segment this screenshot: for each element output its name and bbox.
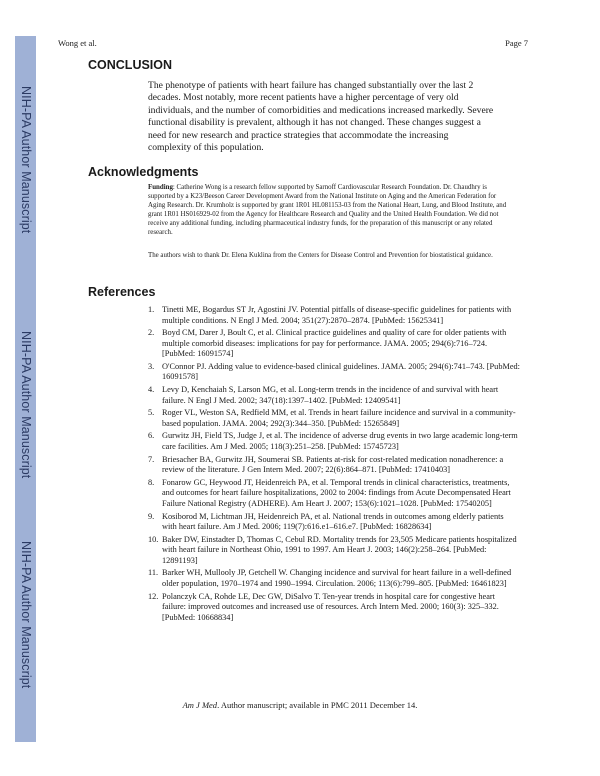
sidebar-label: NIH-PA Author Manuscript — [18, 541, 33, 689]
reference-number: 5. — [148, 408, 155, 418]
reference-text: Kosiborod M, Lichtman JH, Heidenreich PA, et al. National trends in outcomes among elderly patients with heart failure. Am J Med. 2006; 119(7):616.e1–616.e7. [PubMed: 16828634] — [162, 511, 504, 531]
reference-text: Briesacher BA, Gurwitz JH, Soumerai SB. Patients at-risk for cost-related medication nonadherence: a review of the literature. J Gen Intern Med. 2007; 22(6):864–871. [PubMed: 17410403] — [162, 454, 504, 475]
reference-text: Baker DW, Einstadter D, Thomas C, Cebul RD. Mortality trends for 23,505 Medicare patients hospitalized with heart failure in Northeast Ohio, 1991 to 1997. Am Heart J. 2003; 146(2):258–264. [PubMed: 12891193] — [162, 534, 517, 565]
reference-number: 7. — [148, 454, 155, 464]
reference-number: 6. — [148, 431, 155, 441]
reference-item — [148, 305, 520, 326]
acknowledgments-heading: Acknowledgments — [88, 165, 199, 179]
reference-item — [148, 568, 520, 589]
reference-item — [148, 455, 520, 476]
reference-item — [148, 431, 520, 452]
conclusion-heading: CONCLUSION — [88, 58, 173, 72]
nih-pa-sidebar — [15, 36, 36, 742]
reference-item — [148, 535, 520, 567]
sidebar-label: NIH-PA Author Manuscript — [18, 331, 33, 479]
reference-item — [148, 512, 520, 533]
reference-number: 2. — [148, 328, 155, 338]
reference-text: O'Connor PJ. Adding value to evidence-based clinical guidelines. JAMA. 2005; 294(6):741–743. [PubMed: 16091578] — [162, 361, 520, 382]
funding-label: Funding — [148, 184, 173, 191]
reference-text: Polanczyk CA, Rohde LE, Dec GW, DiSalvo T. Ten-year trends in hospital care for congestive heart failure: improved outcomes and increased use of resources. Arch Intern Med. 2000; 160(3): 325–332. [PubMed: 10668834] — [162, 591, 499, 622]
reference-number: 9. — [148, 511, 155, 521]
reference-text: Fonarow GC, Heywood JT, Heidenreich PA, et al. Temporal trends in clinical characteristics, treatments, and outcomes for heart failure hospitalizations, 2002 to 2004: findings from Acute Decompensated Heart Failure National Registry (ADHERE). Am Heart J. 2007; 153(6):1021–1028. [PubMed: 17540205] — [162, 477, 511, 508]
reference-text: Tinetti ME, Bogardus ST Jr, Agostini JV. Potential pitfalls of disease-specific guidelines for patients with multiple conditions. N Engl J Med. 2004; 351(27):2870–2874. [PubMed: 15625341] — [162, 305, 512, 325]
footer-text: . Author manuscript; available in PMC 2011 December 14. — [217, 700, 418, 710]
reference-text: Roger VL, Weston SA, Redfield MM, et al. Trends in heart failure incidence and survival in a community-based population. JAMA. 2004; 292(3):344–350. [PubMed: 15265849] — [162, 408, 516, 428]
reference-text: Gurwitz JH, Field TS, Judge J, et al. The incidence of adverse drug events in two large academic long-term care facilities. Am J Med. 2005; 118(3):251–258. [PubMed: 15745723] — [162, 431, 518, 451]
reference-number: 12. — [148, 591, 159, 601]
reference-number: 4. — [148, 385, 155, 395]
reference-number: 10. — [148, 534, 159, 544]
footer-journal: Am J Med — [182, 700, 218, 710]
reference-text: Boyd CM, Darer J, Boult C, et al. Clinical practice guidelines and quality of care for older patients with multiple comorbid diseases: implications for pay for performance. JAMA. 2005; 294(6):716–724. [PubMed: 16091574] — [162, 328, 507, 359]
reference-number: 8. — [148, 477, 155, 487]
reference-text: Barker WH, Mullooly JP, Getchell W. Changing incidence and survival for heart failure in a well-defined older population, 1970–1974 and 1990–1994. Circulation. 2006; 113(6):799–805. [PubMed: 16461823] — [162, 568, 512, 588]
reference-number: 11. — [148, 568, 159, 578]
sidebar-label: NIH-PA Author Manuscript — [18, 86, 33, 234]
reference-number: 3. — [148, 361, 155, 371]
reference-item — [148, 408, 520, 429]
reference-item — [148, 478, 520, 510]
reference-item — [148, 592, 520, 624]
references-list — [148, 305, 520, 625]
reference-item — [148, 385, 520, 406]
page-footer — [0, 700, 600, 710]
funding-text: : Catherine Wong is a research fellow supported by Sarnoff Cardiovascular Research Foundation. Dr. Chaudhry is supported by a K23/Beeson Career Development Award from the National Institute on Aging and the American Federation for Aging Research. Dr. Krumholz is supported by grant 1R01 HL081153-03 from the National Heart, Lung, and Blood Institute, and grant 1R01 HS016929-02 from the Agency for Healthcare Research and Quality and the United Health Foundation. We did not receive any additional funding, including pharmaceutical industry funds, for the preparation of this manuscript or any related research. — [148, 184, 507, 236]
running-header-author: Wong et al. — [58, 38, 97, 48]
conclusion-paragraph: The phenotype of patients with heart failure has changed substantially over the last 2 decades. Most notably, more recent patients have a higher percentage of very old individuals, and the number of comorbidities and medications increased markedly. Severe functional disability is prevalent, although it has not changed. These changes suggest a need for new research and practice strategies that accommodate the increasing complexity of this population. — [148, 80, 494, 154]
reference-item — [148, 328, 520, 360]
references-heading: References — [88, 285, 156, 299]
reference-text: Levy D, Kenchaiah S, Larson MG, et al. Long-term trends in the incidence of and survival with heart failure. N Engl J Med. 2002; 347(18):1397–1402. [PubMed: 12409541] — [162, 385, 499, 405]
reference-number: 1. — [148, 305, 155, 314]
funding-paragraph — [148, 184, 513, 237]
reference-item — [148, 362, 520, 383]
page-number: Page 7 — [505, 38, 528, 48]
thanks-paragraph: The authors wish to thank Dr. Elena Kuklina from the Centers for Disease Control and Prevention for biostatistical guidance. — [148, 252, 493, 259]
